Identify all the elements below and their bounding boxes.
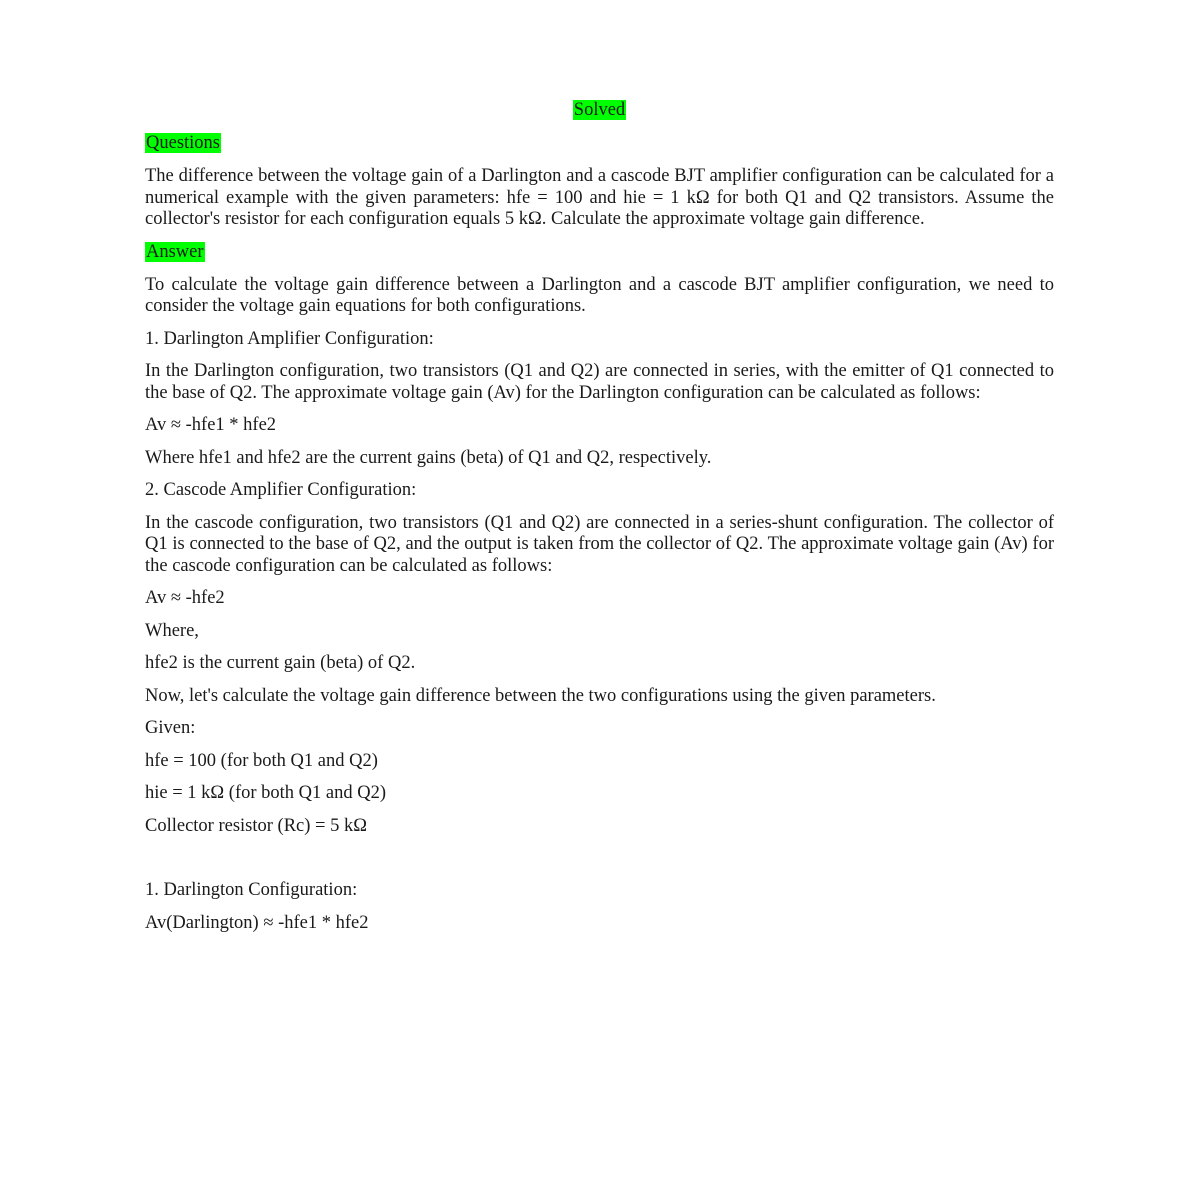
cascode-where-text: hfe2 is the current gain (beta) of Q2. xyxy=(145,653,416,673)
given-hfe: hfe = 100 (for both Q1 and Q2) xyxy=(145,750,378,771)
answer-intro: To calculate the voltage gain difference between a Darlington and a cascode BJT amplifier configuration, we need to consider the voltage gain equations for both configurations. xyxy=(145,274,1054,316)
blank-line xyxy=(145,848,1054,880)
given-label: Given: xyxy=(145,718,196,738)
given-hie: hie = 1 kΩ (for both Q1 and Q2) xyxy=(145,783,386,803)
answer-heading: Answer xyxy=(146,241,204,262)
darlington-config-formula: Av(Darlington) ≈ -hfe1 * hfe2 xyxy=(145,912,369,933)
cascode-heading: 2. Cascode Amplifier Configuration: xyxy=(145,480,417,500)
question-text: The difference between the voltage gain of a Darlington and a cascode BJT amplifier configuration can be calculated for a numerical example with the given parameters: hfe = 100 and hie = 1 kΩ for both Q1 and Q2 transistors. Assume the collector's resistor for each configuration equals 5 kΩ. Calculate the approximate voltage gain difference. xyxy=(145,166,1054,229)
darlington-heading: 1. Darlington Amplifier Configuration: xyxy=(145,328,434,349)
darlington-formula: Av ≈ -hfe1 * hfe2 xyxy=(145,415,277,435)
cascode-formula: Av ≈ -hfe2 xyxy=(145,588,225,608)
questions-heading: Questions xyxy=(146,133,220,153)
cascode-where-label: Where, xyxy=(145,620,199,641)
document-page xyxy=(145,100,1054,945)
darlington-where: Where hfe1 and hfe2 are the current gains (beta) of Q1 and Q2, respectively. xyxy=(145,447,712,468)
darlington-config-heading: 1. Darlington Configuration: xyxy=(145,880,358,900)
title-row xyxy=(145,100,1054,122)
answer-heading-row xyxy=(145,242,1054,264)
page-title: Solved xyxy=(573,100,626,120)
given-rc: Collector resistor (Rc) = 5 kΩ xyxy=(145,815,367,836)
cascode-description: In the cascode configuration, two transistors (Q1 and Q2) are connected in a series-shunt configuration. The collector of Q1 is connected to the base of Q2, and the output is taken from the collector of Q2. The approximate voltage gain (Av) for the cascode configuration can be calculated as follows: xyxy=(145,512,1054,576)
darlington-description: In the Darlington configuration, two transistors (Q1 and Q2) are connected in series, with the emitter of Q1 connected to the base of Q2. The approximate voltage gain (Av) for the Darlington configuration can be calculated as follows: xyxy=(145,361,1054,403)
calculation-intro: Now, let's calculate the voltage gain difference between the two configurations using the given parameters. xyxy=(145,685,936,706)
questions-heading-row xyxy=(145,133,1054,155)
